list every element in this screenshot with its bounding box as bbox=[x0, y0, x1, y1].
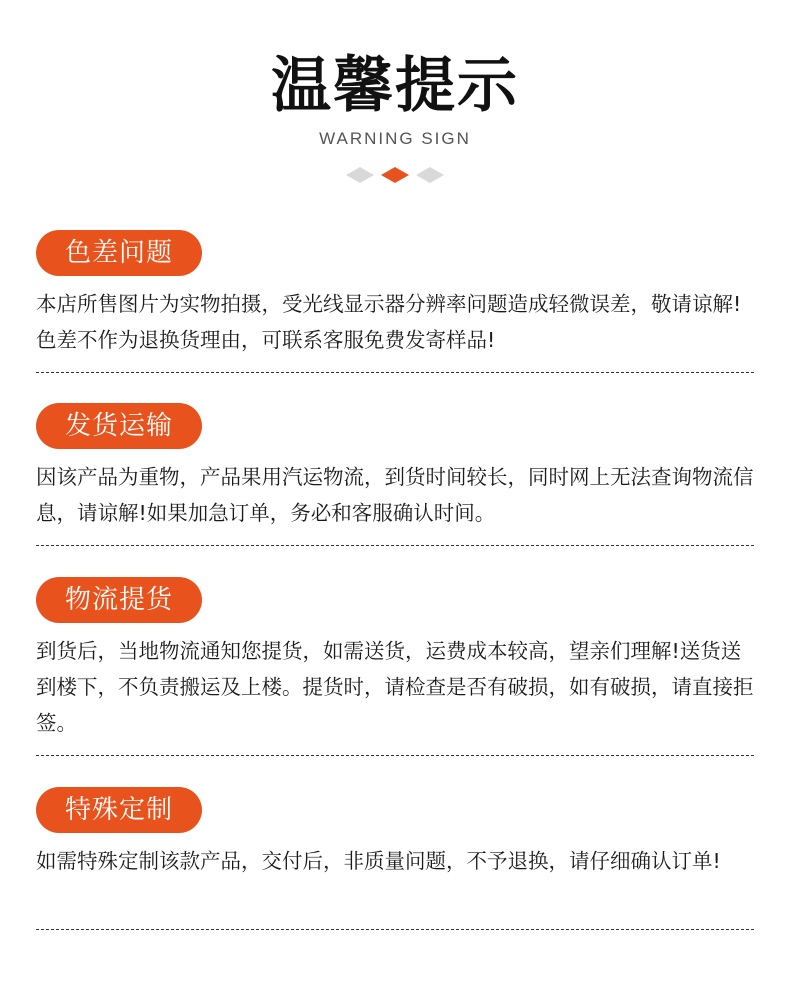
section-color-difference bbox=[36, 230, 754, 358]
header bbox=[0, 46, 790, 150]
divider bbox=[36, 545, 754, 546]
section-label: 发货运输 bbox=[36, 403, 202, 449]
divider bbox=[36, 372, 754, 373]
section-shipping bbox=[36, 403, 754, 531]
section-text: 本店所售图片为实物拍摄，受光线显示器分辨率问题造成轻微误差，敬请谅解!色差不作为退换货理由，可联系客服免费发寄样品! bbox=[36, 292, 742, 352]
page-title: 温馨提示 bbox=[271, 51, 519, 121]
section-label: 色差问题 bbox=[36, 230, 202, 276]
divider bbox=[36, 755, 754, 756]
section-text: 到货后，当地物流通知您提货，如需送货，运费成本较高，望亲们理解!送货送到楼下，不负责搬运及上楼。提货时，请检查是否有破损，如有破损，请直接拒签。 bbox=[36, 639, 754, 735]
section-text: 如需特殊定制该款产品，交付后，非质量问题，不予退换，请仔细确认订单! bbox=[36, 849, 721, 873]
diamond-right-icon bbox=[415, 164, 445, 186]
section-custom-order bbox=[36, 787, 754, 879]
section-label: 特殊定制 bbox=[36, 787, 202, 833]
page-subtitle: WARNING SIGN bbox=[319, 129, 471, 148]
section-pickup bbox=[36, 577, 754, 741]
diamond-left-icon bbox=[345, 164, 375, 186]
section-label: 物流提货 bbox=[36, 577, 202, 623]
diamond-ornament bbox=[345, 164, 445, 186]
section-text: 因该产品为重物，产品果用汽运物流，到货时间较长，同时网上无法查询物流信息，请谅解!如果加急订单，务必和客服确认时间。 bbox=[36, 465, 754, 525]
divider bbox=[36, 929, 754, 930]
diamond-center-icon bbox=[380, 164, 410, 186]
